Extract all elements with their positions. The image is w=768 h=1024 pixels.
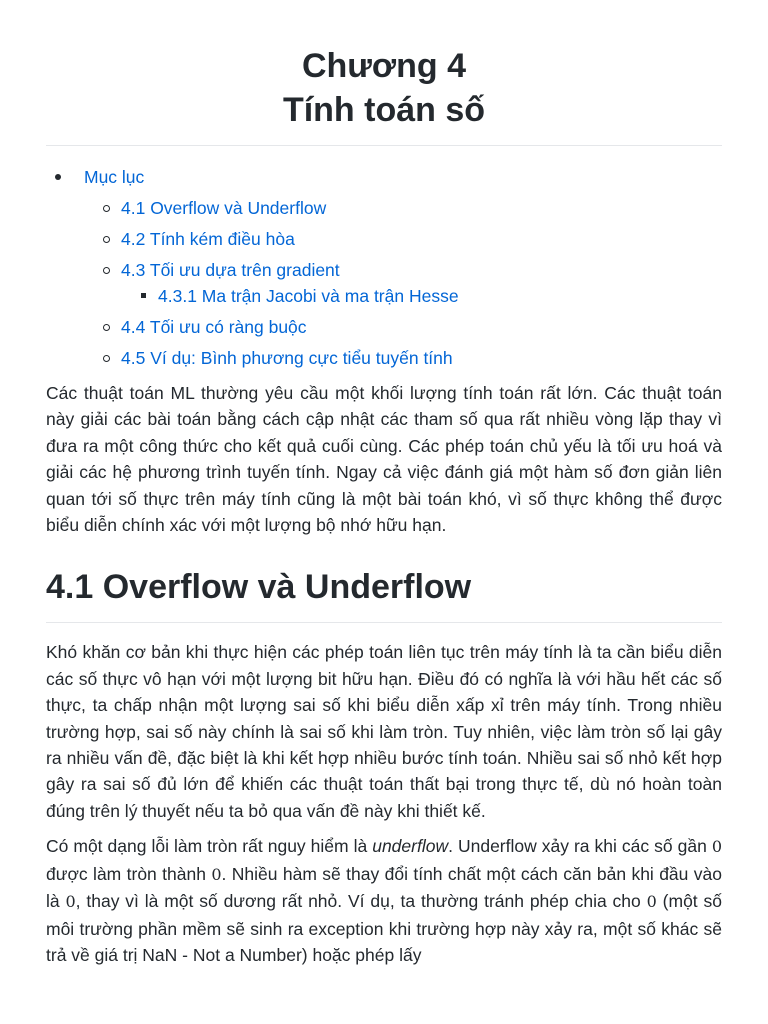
text-run: được làm tròn thành	[46, 863, 212, 884]
chapter-title	[46, 0, 722, 146]
toc-link-4-3[interactable]: 4.3 Tối ưu dựa trên gradient	[121, 260, 340, 280]
text-run: . Underflow xảy ra khi các số gần	[448, 836, 712, 857]
toc-item	[84, 195, 722, 221]
toc-link-4-2[interactable]: 4.2 Tính kém điều hòa	[121, 229, 295, 249]
math-zero: 0	[211, 864, 222, 884]
toc-link-4-4[interactable]: 4.4 Tối ưu có ràng buộc	[121, 317, 307, 337]
toc-sublist	[84, 195, 722, 371]
toc-item	[84, 226, 722, 252]
chapter-number: Chương 4	[301, 47, 466, 85]
intro-paragraph: Các thuật toán ML thường yêu cầu một khối lượng tính toán rất lớn. Các thuật toán này giải các bài toán bằng cách cập nhật các tham số qua rất nhiều vòng lặp thay vì đưa ra một công thức cho kết quả cuối cùng. Các phép toán chủ yếu là tối ưu hoá và giải các hệ phương trình tuyến tính. Ngay cả việc đánh giá một hàm số đơn giản liên quan tới số thực trên máy tính cũng là một bài toán khó, vì số thực không thể được biểu diễn chính xác với một lượng bộ nhớ hữu hạn.	[46, 383, 722, 536]
toc-link-4-5[interactable]: 4.5 Ví dụ: Bình phương cực tiểu tuyến tính	[121, 348, 453, 368]
table-of-contents	[46, 164, 722, 371]
text-run: . Nhiều hàm sẽ thay đổi tính chất một cách căn bản khi đầu vào là	[46, 863, 722, 912]
toc-link-4-3-1[interactable]: 4.3.1 Ma trận Jacobi và ma trận Hesse	[158, 286, 459, 306]
term-underflow: underflow	[372, 836, 449, 857]
toc-link-4-1[interactable]: 4.1 Overflow và Underflow	[121, 198, 327, 218]
math-zero: 0	[711, 837, 722, 857]
toc-item	[84, 314, 722, 340]
section-heading: 4.1 Overflow và Underflow	[46, 564, 722, 623]
chapter-name: Tính toán số	[282, 91, 486, 129]
text-run: (một số môi trường phần mềm sẽ sinh ra exception khi trường hợp này xảy ra, một số khác sẽ trả về giá trị NaN - Not a Number) hoặc phép lấy	[46, 891, 722, 965]
text-run: , thay vì là một số dương rất nhỏ. Ví dụ, ta thường tránh phép chia cho	[75, 891, 647, 912]
toc-item	[121, 283, 722, 309]
math-zero: 0	[65, 892, 76, 912]
toc-item	[84, 257, 722, 309]
section-paragraph-2	[46, 833, 722, 968]
math-zero: 0	[646, 892, 657, 912]
toc-subsublist	[121, 283, 722, 309]
section-paragraph-1: Khó khăn cơ bản khi thực hiện các phép toán liên tục trên máy tính là ta cần biểu diễn các số thực vô hạn với một lượng bit hữu hạn. Điều đó có nghĩa là với hầu hết các số thực, ta chấp nhận một lượng sai số khi biểu diễn xấp xỉ trên máy tính. Trong nhiều trường hợp, sai số này chính là sai số khi làm tròn. Tuy nhiên, việc làm tròn số lại gây ra nhiều vấn đề, đặc biệt là khi kết hợp nhiều bước tính toán. Nhiều sai số nhỏ kết hợp gây ra sai số đủ lớn để khiến các thuật toán thất bại trong thực tế, dù nó hoàn toàn đúng trên lý thuyết nếu ta bỏ qua vấn đề này khi thiết kế.	[46, 642, 722, 821]
text-run: Có một dạng lỗi làm tròn rất nguy hiểm là	[46, 836, 373, 857]
toc-item	[84, 345, 722, 371]
document-page	[46, 0, 722, 968]
toc-root	[46, 164, 722, 371]
toc-root-link[interactable]: Mục lục	[84, 167, 145, 187]
